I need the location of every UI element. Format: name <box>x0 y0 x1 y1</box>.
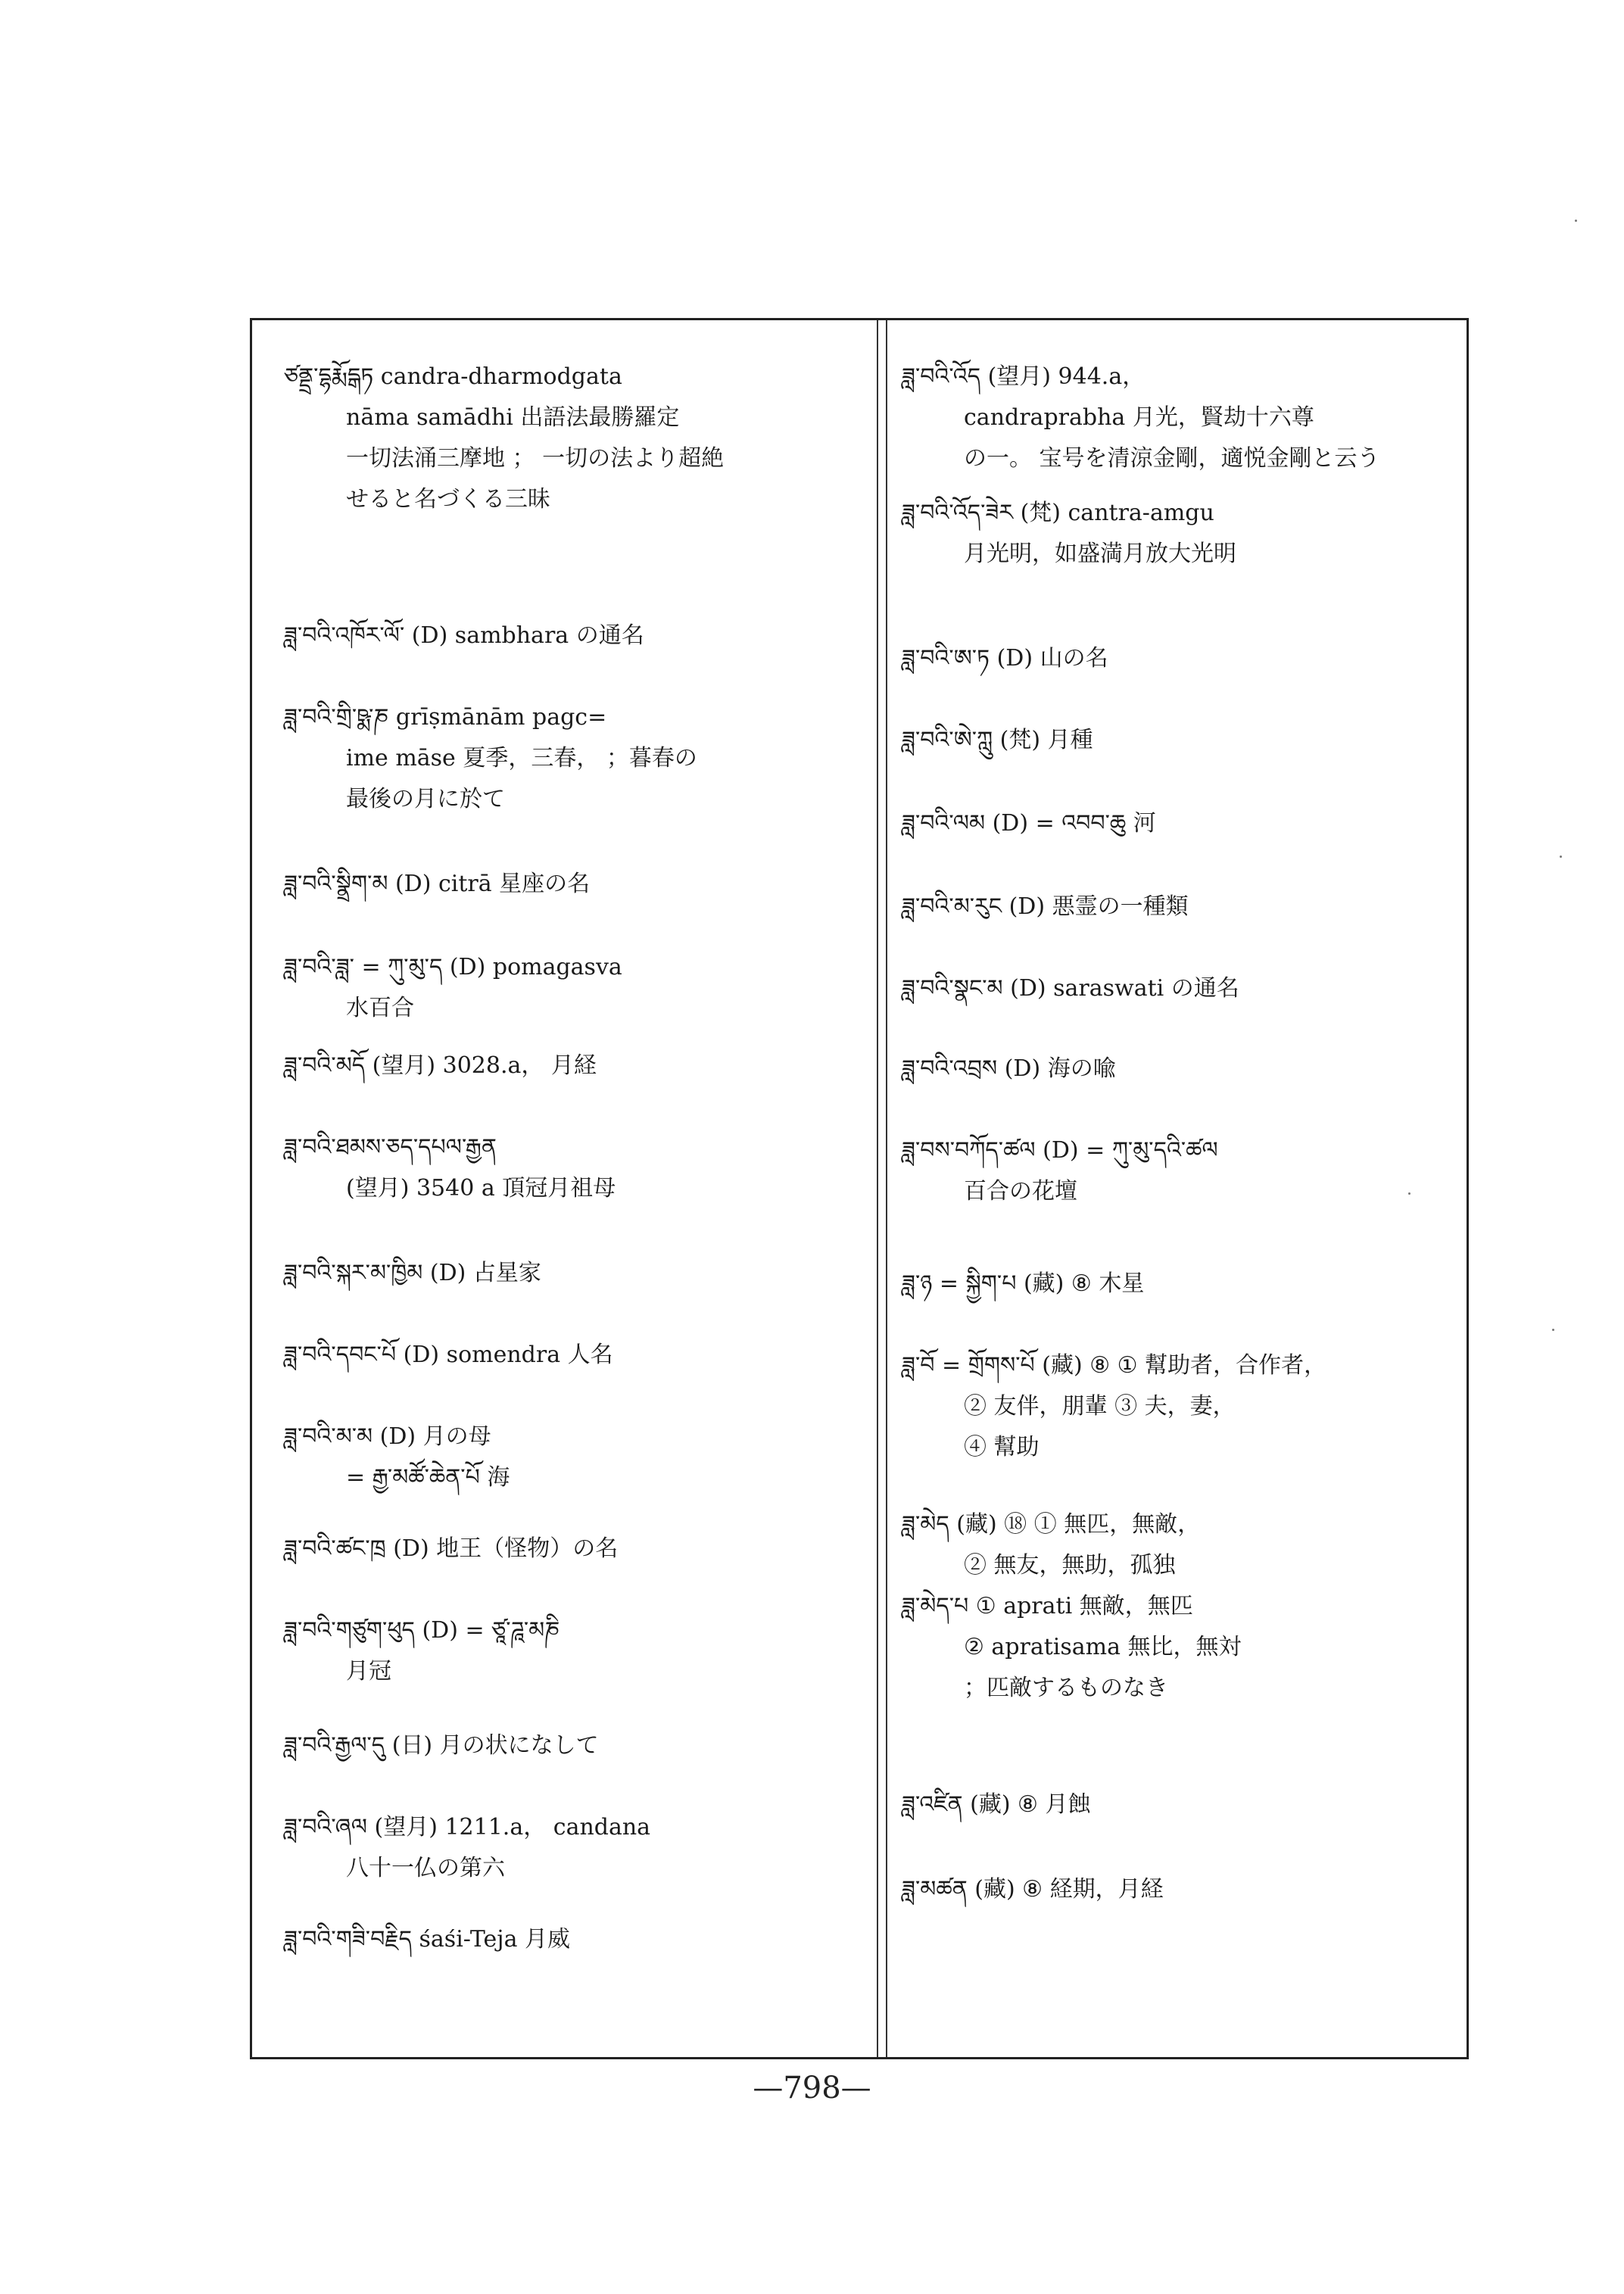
dictionary-entry <box>284 864 859 905</box>
entry-continuation-line: ；匹敵するものなき <box>964 1675 1168 1701</box>
dictionary-entry <box>284 1807 859 1889</box>
entry-headword-line: ཟླ་བའི་རྒྱལ་དུ (日) 月の状になして <box>284 1732 599 1759</box>
dictionary-entry <box>902 1345 1447 1468</box>
entry-headword-line: ཟླ་བའི་ཨ་ཏ (D) 山の名 <box>902 645 1108 672</box>
entry-continuation-line: 八十一仏の第六 <box>346 1855 505 1881</box>
dictionary-entry <box>902 1586 1447 1709</box>
entry-headword-line: ཙནྡྲ་དྷརྨོདྒཏ candra-dharmodgata <box>284 363 622 390</box>
dictionary-entry <box>902 1130 1447 1212</box>
scan-speck <box>1575 220 1577 222</box>
entry-continuation-line: 月冠 <box>346 1658 391 1685</box>
dictionary-entry <box>284 1127 859 1209</box>
entry-continuation-line: 一切法涌三摩地 ； 一切の法より超絶 <box>346 445 725 472</box>
entry-headword-line: ཟླ་བའི་མ་རུང (D) 悪霊の一種類 <box>902 893 1189 920</box>
entry-continuation-line: 月光明，如盛満月放大光明 <box>964 541 1236 567</box>
entry-headword-line: ཟླ་བས་བཀོད་ཚལ (D) = ཀུ་མུ་དའི་ཚལ <box>902 1137 1218 1164</box>
entry-continuation-line: nāma samādhi 出語法最勝羅定 <box>346 404 680 431</box>
page-number: —798— <box>753 2071 871 2105</box>
entry-headword-line: ཟླ་བའི་སྣྲིག་མ (D) citrā 星座の名 <box>284 871 591 897</box>
entry-headword-line: ཟླ་མཚན (藏) ⑧ 経期，月経 <box>902 1876 1164 1903</box>
dictionary-entry <box>902 1504 1447 1586</box>
dictionary-entry <box>902 638 1447 679</box>
dictionary-entry <box>902 803 1447 844</box>
entry-continuation-line: ④ 幫助 <box>964 1434 1040 1460</box>
scan-speck <box>1552 1329 1554 1331</box>
entry-headword-line: ཟླ་བོ = གྲོགས་པོ (藏) ⑧ ① 幫助者，合作者， <box>902 1352 1327 1379</box>
entry-continuation-line: ime māse 夏季，三春， ；暮春の <box>346 745 697 771</box>
entry-headword-line: ཟླ་བའི་སྣང་མ (D) saraswati の通名 <box>902 975 1239 1002</box>
dictionary-entry <box>902 1049 1447 1089</box>
dictionary-entry <box>284 616 859 656</box>
entry-headword-line: ཟླ་བའི་གྲི་ཥྨ་ཎ grīṣmānām pagc= <box>284 704 607 731</box>
entry-continuation-line: ② 無友，無助，孤独 <box>964 1552 1176 1579</box>
entry-headword-line: ཟླ་བའི་ལམ (D) = འབབ་ཆུ 河 <box>902 810 1156 837</box>
column-divider <box>877 320 878 2057</box>
entry-continuation-line: = རྒྱ་མཚོ་ཆེན་པོ 海 <box>346 1464 510 1491</box>
dictionary-entry <box>284 357 859 520</box>
dictionary-entry <box>284 1529 859 1569</box>
entry-headword-line: ཟླ་བའི་འབྲས (D) 海の喩 <box>902 1055 1116 1082</box>
entry-continuation-line: candraprabha 月光，賢劫十六尊 <box>964 404 1314 431</box>
dictionary-entry <box>284 1417 859 1498</box>
dictionary-entry <box>902 968 1447 1009</box>
dictionary-entry <box>902 357 1447 479</box>
dictionary-entry <box>284 947 859 1029</box>
dictionary-entry <box>284 1725 859 1766</box>
entry-headword-line: ཟླ་བའི་མ་མ (D) 月の母 <box>284 1423 491 1450</box>
entry-continuation-line: 水百合 <box>346 995 414 1021</box>
entry-headword-line: ཟླ་བའི་གཟི་བརྗིད śaśi-Teja 月威 <box>284 1926 571 1953</box>
entry-headword-line: ཟླ་བའི་འཁོར་ལོ་ (D) sambhara の通名 <box>284 622 644 649</box>
entry-headword-line: ཟླ་བའི་འོད (望月) 944.a， <box>902 363 1146 390</box>
entry-continuation-line: せると名づくる三昧 <box>346 486 550 513</box>
scan-speck <box>1560 856 1562 858</box>
entry-continuation-line: 百合の花壇 <box>964 1178 1077 1205</box>
entry-continuation-line: の一。 宝号を清涼金剛，適悦金剛と云う <box>964 445 1380 472</box>
column-divider <box>886 320 887 2057</box>
dictionary-entry <box>284 1610 859 1692</box>
entry-continuation-line: (望月) 3540 a 頂冠月祖母 <box>346 1175 616 1202</box>
entry-headword-line: ཟླ་བའི་ཚང་ཁྲ (D) 地王（怪物）の名 <box>284 1535 619 1562</box>
entry-headword-line: ཟླ་བའི་ཐམས་ཅད་དཔལ་རྒྱན <box>284 1134 497 1161</box>
entry-headword-line: ཟླ་བའི་ཟླ་ = ཀུ་མུ་ད (D) pomagasva <box>284 954 622 980</box>
entry-headword-line: ཟླ་བའི་མདོ (望月) 3028.a， 月経 <box>284 1052 597 1079</box>
dictionary-entry <box>902 887 1447 927</box>
entry-headword-line: ཟླ་བའི་ཞལ (望月) 1211.a， candana <box>284 1814 651 1840</box>
dictionary-entry <box>902 493 1447 575</box>
dictionary-entry <box>284 1919 859 1960</box>
dictionary-entry <box>284 1253 859 1294</box>
scan-speck <box>1408 1192 1410 1195</box>
entry-headword-line: ཟླ་ཉ = སྐྱིག་པ (藏) ⑧ 木星 <box>902 1270 1145 1297</box>
entry-headword-line: ཟླ་འཛིན (藏) ⑧ 月蝕 <box>902 1791 1091 1818</box>
entry-continuation-line: ② 友伴，朋輩 ③ 夫，妻， <box>964 1393 1236 1420</box>
dictionary-entry <box>284 1046 859 1086</box>
entry-continuation-line: 最後の月に於て <box>346 786 505 812</box>
entry-headword-line: ཟླ་བའི་དབང་པོ (D) somendra 人名 <box>284 1342 613 1368</box>
dictionary-entry <box>902 1264 1447 1304</box>
dictionary-entry <box>284 1335 859 1376</box>
entry-headword-line: ཟླ་མེད (藏) ⑱ ① 無匹，無敵， <box>902 1511 1201 1538</box>
entry-headword-line: ཟླ་བའི་འོད་ཟེར (梵) cantra-amgu <box>902 500 1214 526</box>
entry-headword-line: ཟླ་མེད་པ ① aprati 無敵，無匹 <box>902 1593 1193 1619</box>
dictionary-entry <box>902 720 1447 761</box>
entry-headword-line: ཟླ་བའི་གཙུག་ཕུད (D) = ཙཱ་ཌཱ་མཎི <box>284 1617 560 1644</box>
dictionary-entry <box>902 1784 1447 1825</box>
entry-headword-line: ཟླ་བའི་ཨེ་ཀླུ (梵) 月種 <box>902 727 1093 753</box>
entry-headword-line: ཟླ་བའི་སྐར་མ་ཁྱིམ (D) 占星家 <box>284 1260 541 1286</box>
dictionary-frame <box>250 318 1469 2059</box>
dictionary-entry <box>902 1869 1447 1910</box>
entry-continuation-line: ② apratisama 無比，無対 <box>964 1634 1242 1660</box>
dictionary-entry <box>284 697 859 820</box>
